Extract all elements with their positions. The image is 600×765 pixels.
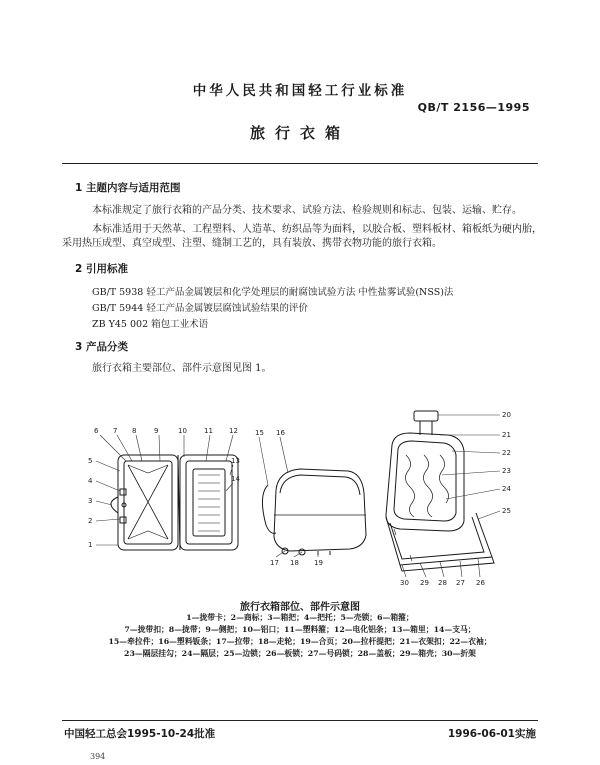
reference-item: ZB Y45 002 箱包工业术语 [92, 319, 209, 330]
document-title: 旅行衣箱 [249, 124, 350, 142]
callout-21: 21 [502, 431, 511, 439]
section-3-heading: 3 产品分类 [75, 341, 128, 353]
approval-date: 中国轻工总会1995-10-24批准 [64, 728, 216, 740]
header-rule [62, 163, 538, 164]
callout-20: 20 [502, 411, 511, 419]
callout-11: 11 [204, 427, 213, 435]
section-1-paragraph-1: 本标准规定了旅行衣箱的产品分类、技术要求、试验方法、检验规则和标志、包装、运输、贮存。 [92, 205, 522, 216]
reference-item: GB/T 5944 轻工产品金属镀层腐蚀试验结果的评价 [92, 303, 308, 314]
callout-3: 3 [88, 497, 93, 505]
section-1-paragraph-3: 采用热压成型、真空成型、注塑、缝制工艺的，具有装放、携带衣物功能的旅行衣箱。 [62, 238, 442, 249]
callout-30: 30 [400, 579, 409, 587]
suitcase-diagram [80, 405, 530, 590]
callout-1: 1 [88, 541, 93, 549]
callout-16: 16 [276, 429, 285, 437]
page-number: 394 [90, 752, 106, 761]
callout-23: 23 [502, 467, 511, 475]
callout-5: 5 [88, 457, 93, 465]
callout-2: 2 [88, 517, 93, 525]
callout-8: 8 [132, 427, 137, 435]
section-1-paragraph-2: 本标准适用于天然革、工程塑料、人造革、纺织品等为面料，以胶合板、塑料板材、箱板纸为硬内胎， [92, 224, 542, 235]
figure-legend-line: 15—牵拉件；16—塑料钣条；17—拉带；18—走轮；19—合页；20—拉杆提把；21—衣架扣；22—衣袖； [108, 637, 492, 646]
section-3-paragraph: 旅行衣箱主要部位、部件示意图见图 1。 [92, 363, 272, 374]
figure-legend-line: 23—隔层挂勾；24—隔层；25—边锁；26—板锁；27—号码锁；28—盖板；29—箱壳；30—折架 [124, 649, 476, 658]
standard-title: 中华人民共和国轻工行业标准 [192, 83, 408, 99]
callout-9: 9 [154, 427, 159, 435]
figure-caption-title: 旅行衣箱部位、部件示意图 [240, 602, 360, 613]
section-2-heading: 2 引用标准 [75, 263, 128, 275]
callout-26: 26 [476, 579, 485, 587]
callout-18: 18 [290, 559, 299, 567]
footer-rule [62, 720, 538, 721]
callout-10: 10 [178, 427, 187, 435]
callout-6: 6 [94, 427, 99, 435]
callout-28: 28 [438, 579, 447, 587]
callout-4: 4 [88, 477, 93, 485]
callout-7: 7 [113, 427, 118, 435]
figure-legend-line: 7—拢带扣；8—拢带；9—侧把；10—铝口；11—塑料箍；12—电化铝条；13—箱里；14—支马； [124, 625, 476, 634]
callout-25: 25 [502, 507, 511, 515]
callout-17: 17 [270, 559, 279, 567]
callout-15: 15 [255, 429, 264, 437]
figure-legend-line: 1—拢带卡；2—商标；3—箱把；4—把托；5—壳锁；6—箱箍； [186, 613, 414, 622]
section-1-heading: 1 主题内容与适用范围 [75, 182, 181, 194]
standard-code: QB/T 2156—1995 [417, 101, 530, 114]
reference-item: GB/T 5938 轻工产品金属镀层和化学处理层的耐腐蚀试验方法 中性盐雾试验(NSS)法 [92, 287, 454, 298]
callout-27: 27 [456, 579, 465, 587]
callout-29: 29 [420, 579, 429, 587]
callout-14: 14 [231, 475, 240, 483]
callout-22: 22 [502, 449, 511, 457]
implementation-date: 1996-06-01实施 [447, 728, 536, 740]
callout-12: 12 [229, 427, 238, 435]
callout-13: 13 [231, 457, 240, 465]
callout-24: 24 [502, 485, 511, 493]
callout-19: 19 [314, 559, 323, 567]
